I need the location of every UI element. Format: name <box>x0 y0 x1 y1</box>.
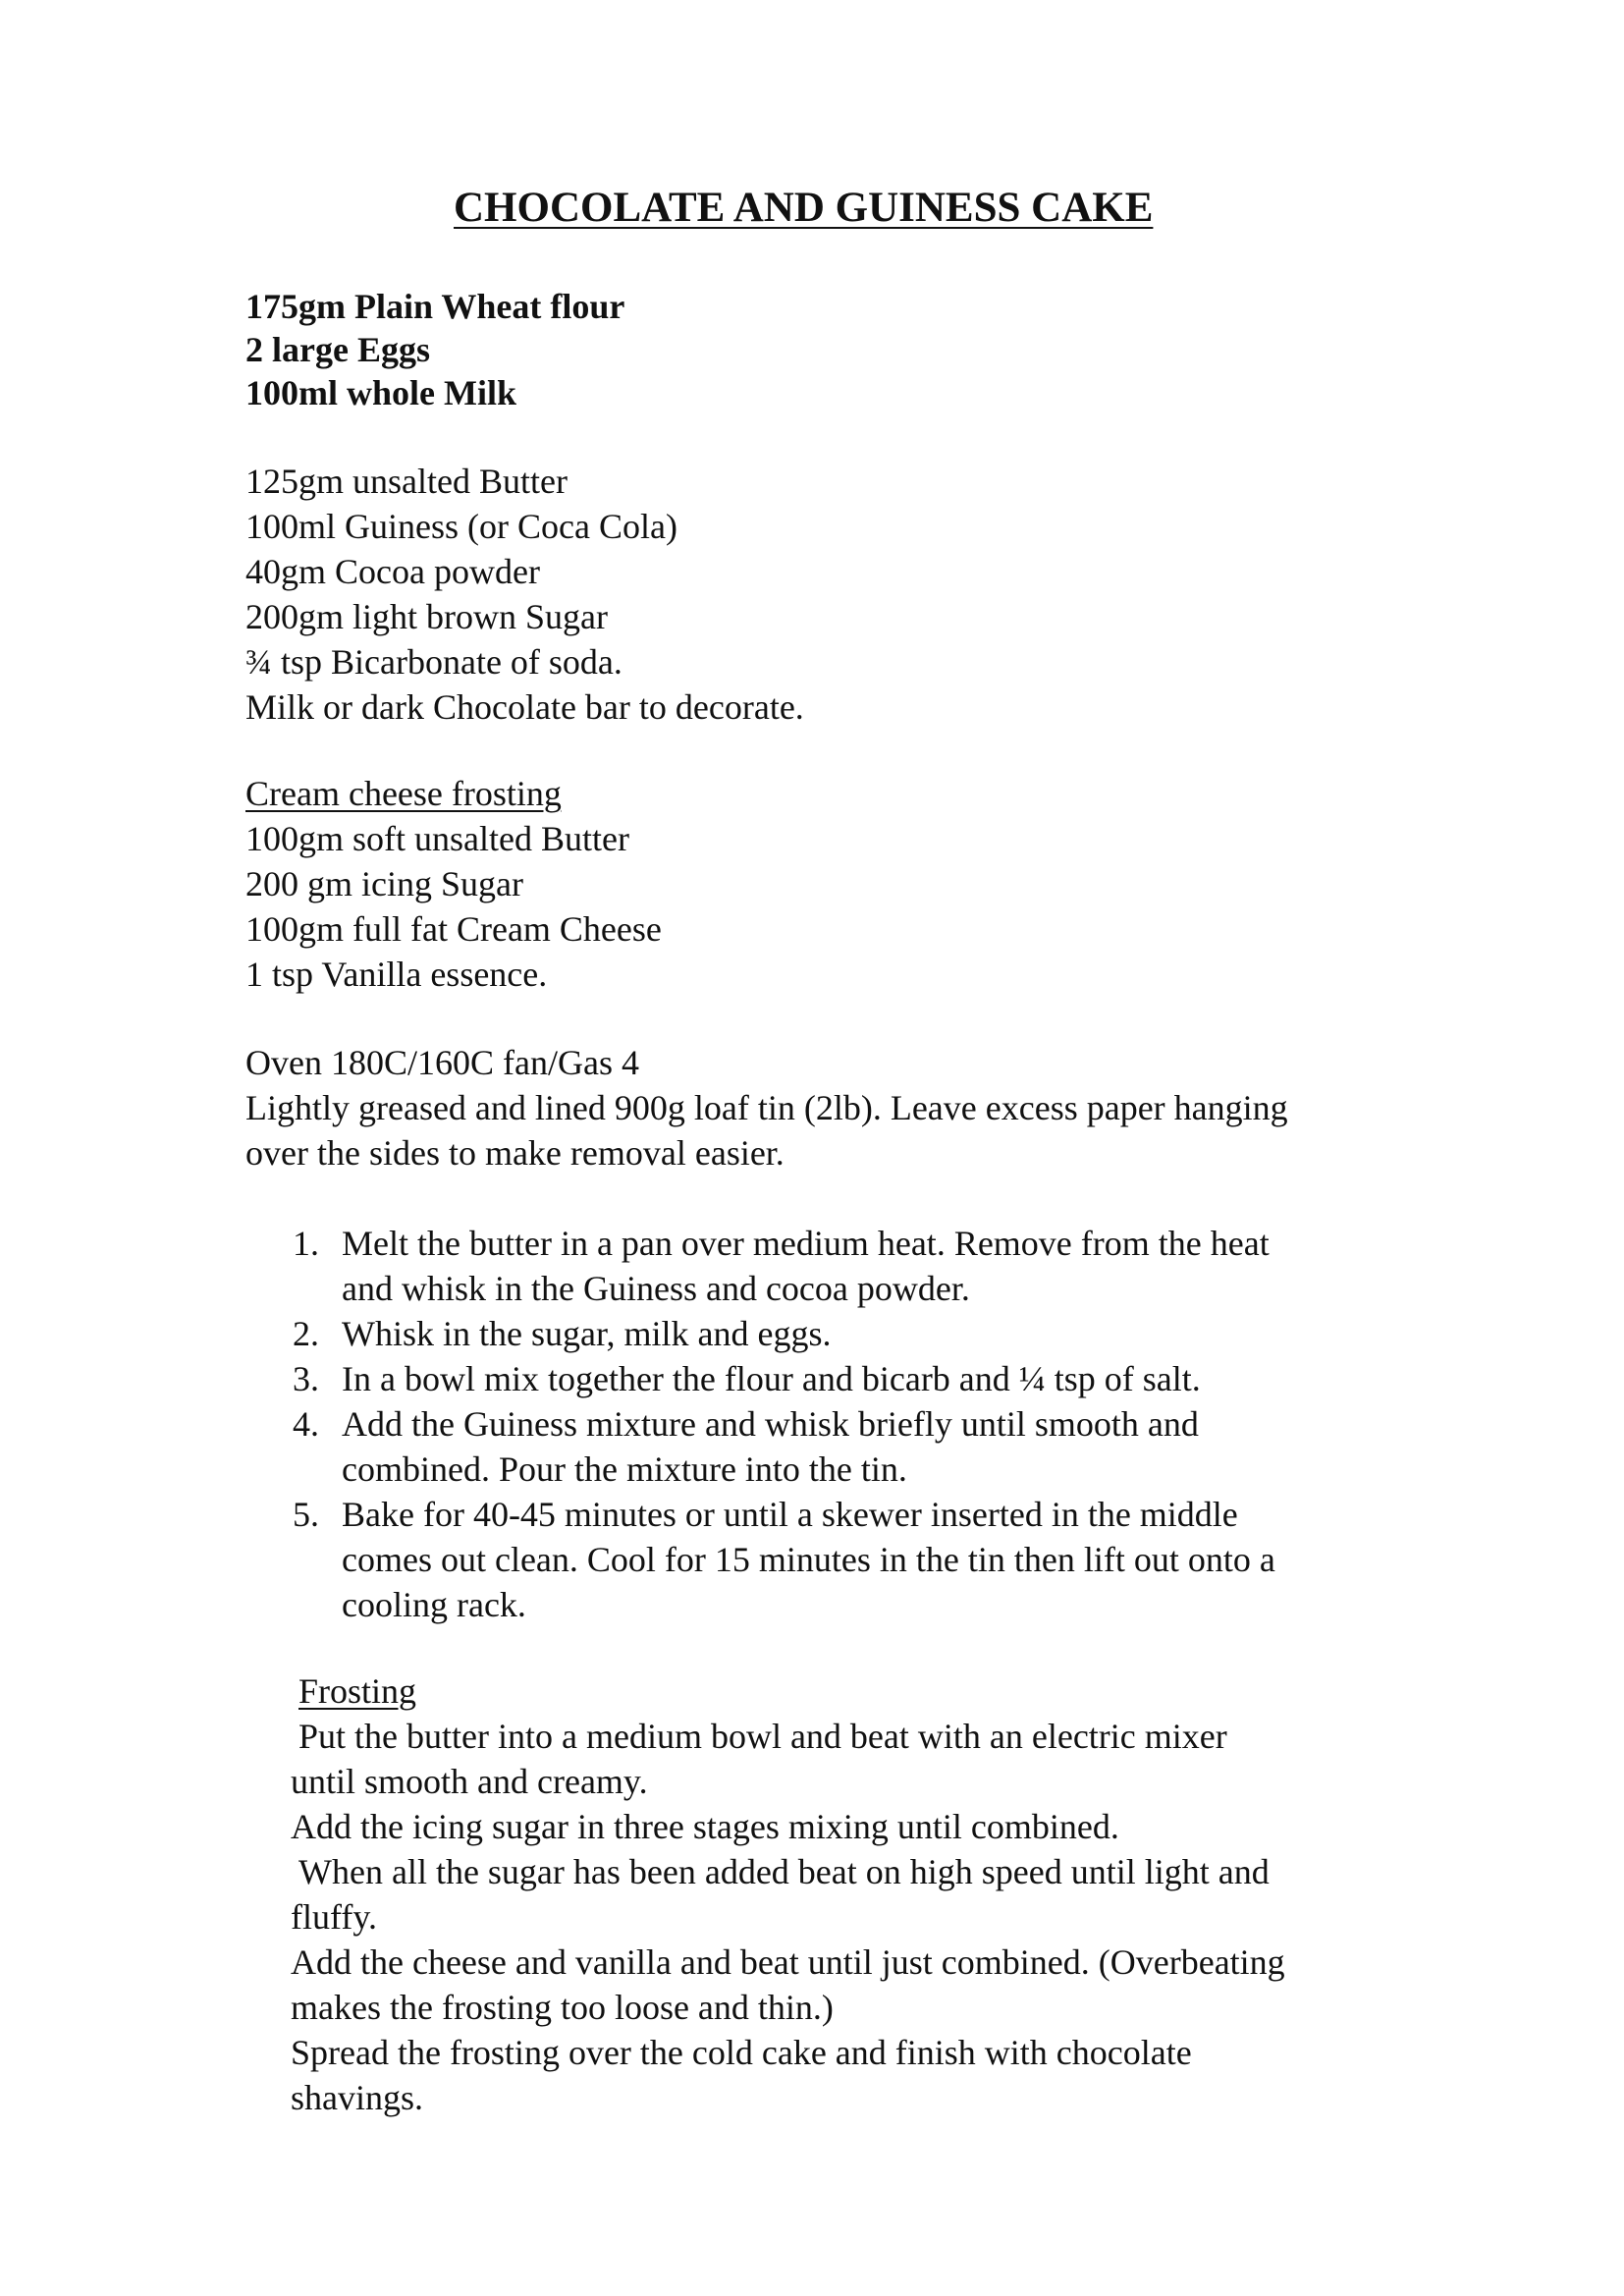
method-step-number: 4. <box>293 1404 319 1444</box>
ingredient-bicarbonate: ¾ tsp Bicarbonate of soda. <box>245 642 623 682</box>
frosting-ingredient-cream-cheese: 100gm full fat Cream Cheese <box>245 909 662 949</box>
method-step-number: 1. <box>293 1224 319 1263</box>
method-step-number: 5. <box>293 1495 319 1534</box>
method-step-number: 2. <box>293 1314 319 1353</box>
frosting-method-line-5: fluffy. <box>291 1897 377 1937</box>
method-step-3-line-1: In a bowl mix together the flour and bicarb and ¼ tsp of salt. <box>342 1359 1201 1398</box>
method-step-2-line-1: Whisk in the sugar, milk and eggs. <box>342 1314 832 1353</box>
method-step-1-line-2: and whisk in the Guiness and cocoa powder. <box>342 1269 970 1308</box>
method-step-5-line-3: cooling rack. <box>342 1585 526 1624</box>
method-step-4-line-1: Add the Guiness mixture and whisk briefly until smooth and <box>342 1404 1199 1444</box>
frosting-method-line-3: Add the icing sugar in three stages mixing until combined. <box>291 1807 1119 1846</box>
method-step-number: 3. <box>293 1359 319 1398</box>
key-ingredient-flour: 175gm Plain Wheat flour <box>245 287 625 326</box>
frosting-method-line-7: makes the frosting too loose and thin.) <box>291 1988 834 2027</box>
method-step-1-line-1: Melt the butter in a pan over medium heat. Remove from the heat <box>342 1224 1270 1263</box>
ingredient-sugar: 200gm light brown Sugar <box>245 597 608 636</box>
frosting-ingredient-butter: 100gm soft unsalted Butter <box>245 819 629 858</box>
frosting-method-line-1: Put the butter into a medium bowl and beat with an electric mixer <box>298 1717 1227 1756</box>
frosting-ingredients-heading: Cream cheese frosting <box>245 774 562 813</box>
key-ingredient-eggs: 2 large Eggs <box>245 330 430 369</box>
key-ingredient-milk: 100ml whole Milk <box>245 373 516 412</box>
ingredient-butter: 125gm unsalted Butter <box>245 462 568 501</box>
method-step-4-line-2: combined. Pour the mixture into the tin. <box>342 1449 907 1489</box>
tin-instruction-line-2: over the sides to make removal easier. <box>245 1133 785 1173</box>
oven-setting: Oven 180C/160C fan/Gas 4 <box>245 1043 639 1082</box>
frosting-method-heading: Frosting <box>298 1671 417 1711</box>
tin-instruction-line-1: Lightly greased and lined 900g loaf tin (2lb). Leave excess paper hanging <box>245 1088 1288 1127</box>
recipe-title: CHOCOLATE AND GUINESS CAKE <box>454 185 1154 231</box>
ingredient-guiness: 100ml Guiness (or Coca Cola) <box>245 507 677 546</box>
frosting-ingredient-icing-sugar: 200 gm icing Sugar <box>245 864 523 903</box>
method-step-5-line-1: Bake for 40-45 minutes or until a skewer inserted in the middle <box>342 1495 1238 1534</box>
frosting-method-line-6: Add the cheese and vanilla and beat until just combined. (Overbeating <box>291 1942 1285 1982</box>
ingredient-cocoa: 40gm Cocoa powder <box>245 552 540 591</box>
method-step-5-line-2: comes out clean. Cool for 15 minutes in the tin then lift out onto a <box>342 1540 1275 1579</box>
frosting-ingredient-vanilla: 1 tsp Vanilla essence. <box>245 955 548 994</box>
frosting-method-line-2: until smooth and creamy. <box>291 1762 648 1801</box>
frosting-method-line-4: When all the sugar has been added beat on high speed until light and <box>298 1852 1270 1891</box>
frosting-method-line-8: Spread the frosting over the cold cake and finish with chocolate <box>291 2033 1192 2072</box>
frosting-method-line-9: shavings. <box>291 2078 423 2117</box>
ingredient-chocolate-bar: Milk or dark Chocolate bar to decorate. <box>245 687 804 727</box>
